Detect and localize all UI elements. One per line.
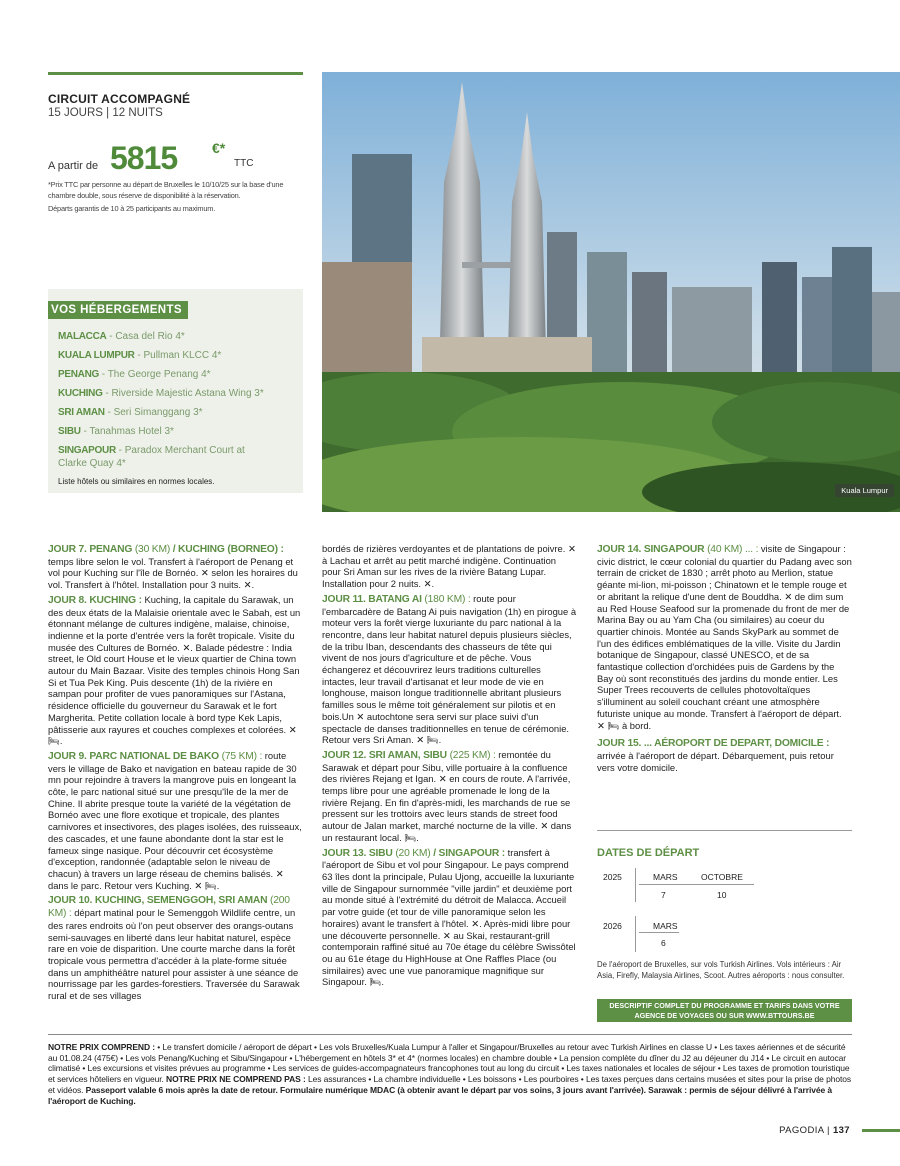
itinerary-column-2 — [322, 543, 577, 991]
date-6: 6 — [661, 938, 666, 948]
day-12: JOUR 12. SRI AMAN, SIBU (225 KM) : remontée du Sarawak et départ pour Sibu, ville portuaire à la confluence des rivières Rejang et Igan. ✕ en cours de route. A l'arrivée, temps libre pour une agréable promenade le long de la rivière Rejang. En fin d'après-midi, les marchands de rue se pressent sur les trottoirs avec leurs stands de street food autour de Jalan market, marché nocturne de la ville. ✕ dans un restaurant local. 🛏. — [322, 748, 572, 843]
footer-bar — [862, 1129, 900, 1132]
dates-col-rule-2 — [635, 916, 636, 952]
day-13: JOUR 13. SIBU (20 KM) / SINGAPOUR : transfert à l'aéroport de Sibu et vol pour Singapour. Le pays comprend 63 îles dont la principale, Pulau Ujong, accueille la luxuriante ville de Singapour surnommée "ville jardin" et deuxième port au monde situé à l'extrémité du détroit de Malacca. Accueil par votre guide (et tour de ville panoramique selon les horaires) avant le transfert à l'hôtel. ✕. Après-midi libre pour une découverte personnelle. ✕ au Skai, restaurant-grill contemporain raffiné situé au 70e étage du célèbre Swissôtel ou au 61e étage du HighHouse at One Raffles Place (ou similaires) avec une vue panoramique magnifique sur Singapour. 🛏. — [322, 846, 576, 988]
month-mars-2026: MARS — [653, 921, 678, 931]
dates-col-rule — [635, 868, 636, 902]
excluded-label: NOTRE PRIX NE COMPREND PAS : — [163, 1074, 306, 1085]
hebergements-list — [58, 331, 298, 477]
day-15: JOUR 15. ... AÉROPORT DE DEPART, DOMICILE : arrivée à l'aéroport de départ. Débarquement, puis retour vers votre domicile. — [597, 738, 834, 773]
day-8: JOUR 8. KUCHING : Kuching, la capitale du Sarawak, un des deux états de la Malaisie orientale avec le Sabah, est un étonnant mélange de cultures indigène, malaise, chinoise, indienne et la porte d'entrée vers la forêt tropicale. Visite du musée des Cultures de Bornéo. ✕. Balade pédestre : India street, le Old court House et le vieux quartier de China town autour du Main Bazaar. Visite des temples chinois Hong San Si et Tua Pek King. Puis descente (1h) de la rivière en sampan pour profiter de vues panoramiques sur l'Astana, résidence officielle du gouverneur du Sarawak et le fort Margherita. Petite collation locale à bord type Kek Lapis, pâtisserie aux rayures et couches complexes et colorées. ✕ 🛏. — [48, 593, 301, 747]
hebergements-footer: Liste hôtels ou similaires en normes locales. — [58, 477, 215, 486]
price-block — [48, 140, 303, 178]
page-footer: PAGODIA | 137 — [779, 1125, 850, 1136]
skyline-illustration — [322, 72, 900, 512]
day-14: JOUR 14. SINGAPOUR (40 KM) ... : visite de Singapour : civic district, le cœur colonial du quartier du Padang avec son terrain de cricket de 1830 ; arrêt photo au Merlion, statue géante mi-lion, mi-poisson ; Chinatown et le temple rouge et or abritant la relique d'une dent de Bouddha. ✕ de dim sum au Red House Seafood sur la promenade du front de mer de Marina Bay ou au Yam Cha (ou similaires) au coeur du quartier chinois. Montée au Sands SkyPark au sommet de l'un des édifices emblématiques de la ville. Visite du Jardin botanique de Singapour, classé UNESCO, et de sa fantastique collection d'orchidées puis de Gardens by the Bay où sont reconstitués des jardins du monde entier. Les Super Trees recouverts de cellules photovoltaïques s'illuminent au soleil couchant créant une atmosphère futuriste unique au monde. Transfert à l'aéroport de départ. ✕ 🛏 à bord. — [597, 543, 852, 731]
date-7: 7 — [661, 890, 666, 900]
brand-name: PAGODIA — [779, 1125, 824, 1136]
itinerary-column-1 — [48, 543, 303, 1005]
day-9: JOUR 9. PARC NATIONAL DE BAKO (75 KM) : route vers le village de Bako et navigation en bateau rapide de 30 mn pour rejoindre à travers la mangrove puis en longeant la côte, le parc national situé sur une presqu'île de la mer de Chine. Il abrite presque toute la variété de la végétation de Bornéo avec une flore exotique et tropicale, des plantes carnivores et insectivores, des plages isolées, des ruisseaux, des cascades, et une faune abondante dont la star est le fameux singe nasique. Pour découvrir cet écosystème d'exception, randonnée (adaptable selon le niveau de chacun) à travers un large réseau de chemins balisés. ✕ dans le parc. Retour vers Kuching. ✕ 🛏. — [48, 749, 302, 891]
list-item: SINGAPOUR - Paradox Merchant Court at Clarke Quay 4* — [58, 445, 245, 469]
price-prefix: A partir de — [48, 160, 99, 172]
dates-note: De l'aéroport de Bruxelles, sur vols Turkish Airlines. Vols intérieurs : Air Asia, Firefly, Malaysia Airlines, Scoot. Autres aéroports : nous consulter. — [597, 960, 845, 980]
year-2026: 2026 — [603, 921, 622, 931]
circuit-header — [48, 92, 303, 119]
dates-row-rule — [639, 884, 754, 885]
list-item: SRI AMAN - Seri Simanggang 3* — [58, 407, 203, 418]
day-10: JOUR 10. KUCHING, SEMENGGOH, SRI AMAN (200 KM) : départ matinal pour le Semenggoh Wildlife centre, un des rares endroits où l'on peut observer des orangs-outans semi-sauvages en liberté dans leur habitat naturel, espèce rare en voie de disparition. Une courte marche dans la forêt tropicale vous permettra d'accéder à la plate-forme située dans un amphithéâtre naturel pour assister à une séance de nourrissage par les gardes-forestiers. Traversée du Sarawak rural et de ses villages — [48, 895, 300, 1002]
circuit-duration: 15 JOURS | 12 NUITS — [48, 107, 163, 119]
photo-caption: Kuala Lumpur — [835, 484, 894, 497]
day-11: JOUR 11. BATANG AI (180 KM) : route pour l'embarcadère de Batang Ai puis navigation (1h) en pirogue à moteur vers la forêt vierge luxuriante du parc national à la rencontre, dans leur habitat naturel depuis plusieurs siècles, de la tribu Iban, descendants des chasseurs de tête qui vivent de nos jours d'agriculture et de pêche. Vous échangerez et découvrirez leurs traditions culturelles intactes, leur travail d'artisanat et leur mode de vie en longhouse, maison longue traditionnelle abritant plusieurs familles sous le même toit généralement sur pilotis et en bois.Un ✕ autochtone sera servi sur place suivi d'un spectacle de danses traditionnelles en tenue de cérémonie. Retour vers Sri Aman. ✕ 🛏. — [322, 592, 577, 746]
page-number: 137 — [832, 1125, 850, 1136]
date-10: 10 — [717, 890, 727, 900]
day-10-continued: bordés de rizières verdoyantes et de plantations de poivre. ✕ à Lachau et arrêt au petit marché indigène. Continuation pour Sri Aman sur les rives de la rivière Batang Lupar. Installation pour 2 nuits. ✕. — [322, 543, 576, 590]
included-text: • Le transfert domicile / aéroport de départ • Les vols Bruxelles/Kuala Lumpur à l'aller et Singapour/Bruxelles au retour avec Turkish Airlines en classe U • Les taxes aériennes et de sécurité au 01.08.24 (475€) • Les vols Penang/Kuching et Sibu/Singapour • L'hébergement en hôtels 3* et 4* (normes locales) en chambre double • La pension complète du dîner du J2 au déjeuner du J14 • Le circuit en autocar climatisé • Les excursions et visites prévues au programme • Les services de guides-accompagnateurs francophones tout au long du circuit • Les taxes nationales et locales de séjour • Les taxes de promotion touristique et services hôteliers en vigueur. — [48, 1042, 850, 1085]
list-item: PENANG - The George Penang 4* — [58, 369, 211, 380]
dates-title: DATES DE DÉPART — [597, 847, 700, 859]
dates-divider — [597, 830, 852, 831]
bottom-divider — [48, 1034, 852, 1035]
itinerary-column-3 — [597, 543, 852, 776]
price-conditions — [48, 1042, 852, 1106]
month-octobre-2025: OCTOBRE — [701, 872, 743, 882]
agency-info-box: DESCRIPTIF COMPLET DU PROGRAMME ET TARIFS DANS VOTRE AGENCE DE VOYAGES OU SUR WWW.BTTOURS.BE — [597, 999, 852, 1022]
excluded-text: Les assurances • La chambre individuelle • Les boissons • Les pourboires • Les taxes perçues dans certains musées et sites pour la prise de photos et vidéos. — [48, 1074, 851, 1095]
price-value: 5815 — [110, 140, 178, 176]
included-label: NOTRE PRIX COMPREND : — [48, 1042, 155, 1052]
list-item: MALACCA - Casa del Rio 4* — [58, 331, 185, 342]
day-7: JOUR 7. PENANG (30 KM) / KUCHING (BORNEO) : temps libre selon le vol. Transfert à l'aéroport de Penang et vol pour Kuching sur l'île de Bornéo. ✕ selon les horaires du vol. Transfert à l'hôtel. Installation pour 3 nuits. ✕. — [48, 544, 298, 591]
list-item: KUALA LUMPUR - Pullman KLCC 4* — [58, 350, 222, 361]
price-note-2: Départs garantis de 10 à 25 participants au maximum. — [48, 204, 216, 213]
dates-row-rule-2 — [639, 932, 679, 933]
year-2025: 2025 — [603, 872, 622, 882]
price-ttc: TTC — [234, 158, 254, 169]
month-mars-2025: MARS — [653, 872, 678, 882]
circuit-title: CIRCUIT ACCOMPAGNÉ — [48, 92, 191, 106]
price-note-1: *Prix TTC par personne au départ de Bruxelles le 10/10/25 sur la base d'une chambre double, sous réserve de disponibilité à la réservation. — [48, 180, 284, 200]
list-item: SIBU - Tanahmas Hotel 3* — [58, 426, 174, 437]
top-rule — [48, 72, 303, 75]
kuala-lumpur-photo — [322, 72, 900, 512]
price-note — [48, 180, 303, 218]
hebergements-box — [48, 289, 303, 493]
passport-text: Passeport valable 6 mois après la date de retour. Formulaire numérique MDAC (à obtenir avant le départ par vos soins, 3 jours avant l'arrivée). Sarawak : permis de séjour délivré à l'arrivée à l'aéroport de Kuching. — [48, 1084, 833, 1106]
price-currency: €* — [212, 140, 226, 156]
list-item: KUCHING - Riverside Majestic Astana Wing 3* — [58, 388, 264, 399]
hebergements-title: VOS HÉBERGEMENTS — [48, 301, 188, 319]
